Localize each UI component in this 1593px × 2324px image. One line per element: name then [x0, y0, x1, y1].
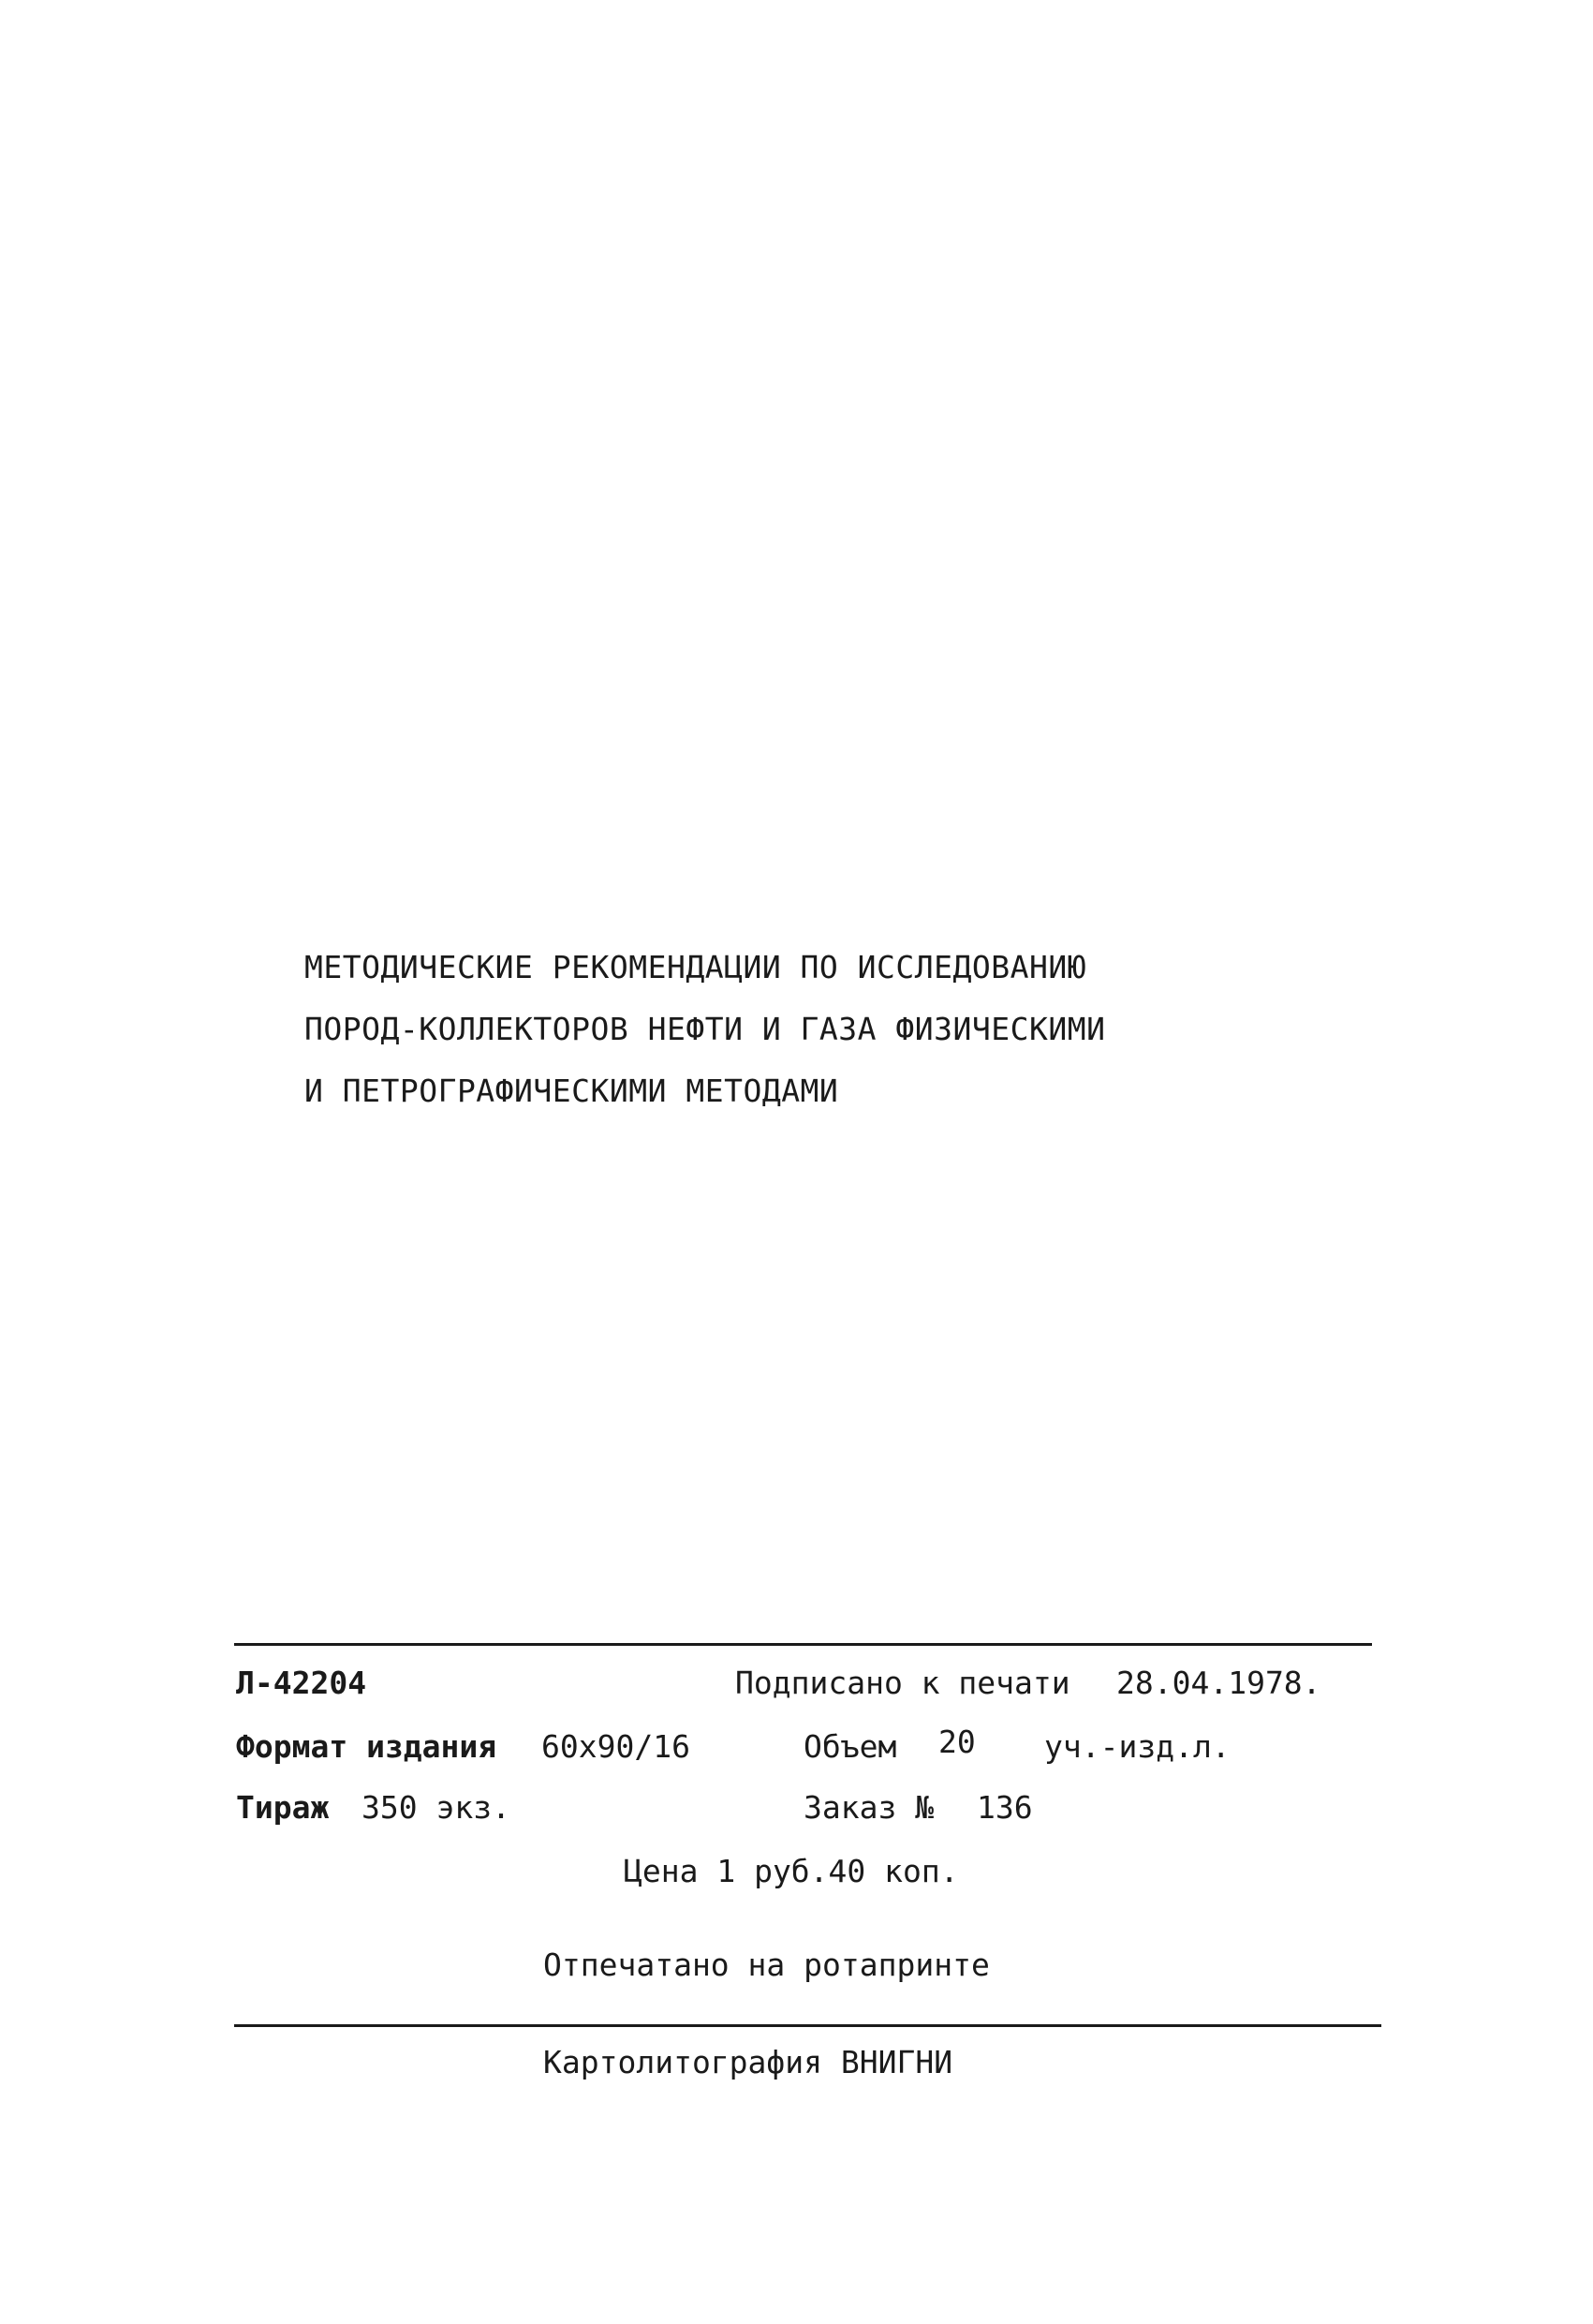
bottom-divider: [234, 2024, 1381, 2027]
order-value: 136: [977, 1789, 1033, 1826]
volume-unit: уч.-изд.л.: [1044, 1728, 1231, 1765]
format-label: Формат издания: [236, 1728, 497, 1765]
title-line-2: ПОРОД-КОЛЛЕКТОРОВ НЕФТИ И ГАЗА ФИЗИЧЕСКИМИ: [304, 1011, 1106, 1047]
volume-value: 20: [938, 1724, 976, 1760]
signed-date: 28.04.1978.: [1116, 1665, 1321, 1701]
top-divider: [234, 1643, 1372, 1646]
printer-name: Картолитография ВНИГНИ: [543, 2044, 953, 2080]
circulation-label: Тираж: [236, 1789, 330, 1826]
format-value: 60x90/16: [541, 1728, 690, 1765]
signed-label: Подписано к печати: [735, 1665, 1070, 1701]
title-line-3: И ПЕТРОГРАФИЧЕСКИМИ МЕТОДАМИ: [304, 1073, 839, 1109]
price: Цена 1 руб.40 коп.: [624, 1853, 959, 1889]
order-label: Заказ №: [804, 1789, 935, 1826]
license-number: Л-42204: [236, 1665, 367, 1701]
printed-note: Отпечатано на ротапринте: [543, 1947, 990, 1983]
document-title: [304, 937, 1288, 1122]
volume-label: Объем: [804, 1728, 897, 1765]
title-line-1: МЕТОДИЧЕСКИЕ РЕКОМЕНДАЦИИ ПО ИССЛЕДОВАНИЮ: [304, 949, 1087, 985]
circulation-value: 350 экз.: [361, 1789, 510, 1826]
